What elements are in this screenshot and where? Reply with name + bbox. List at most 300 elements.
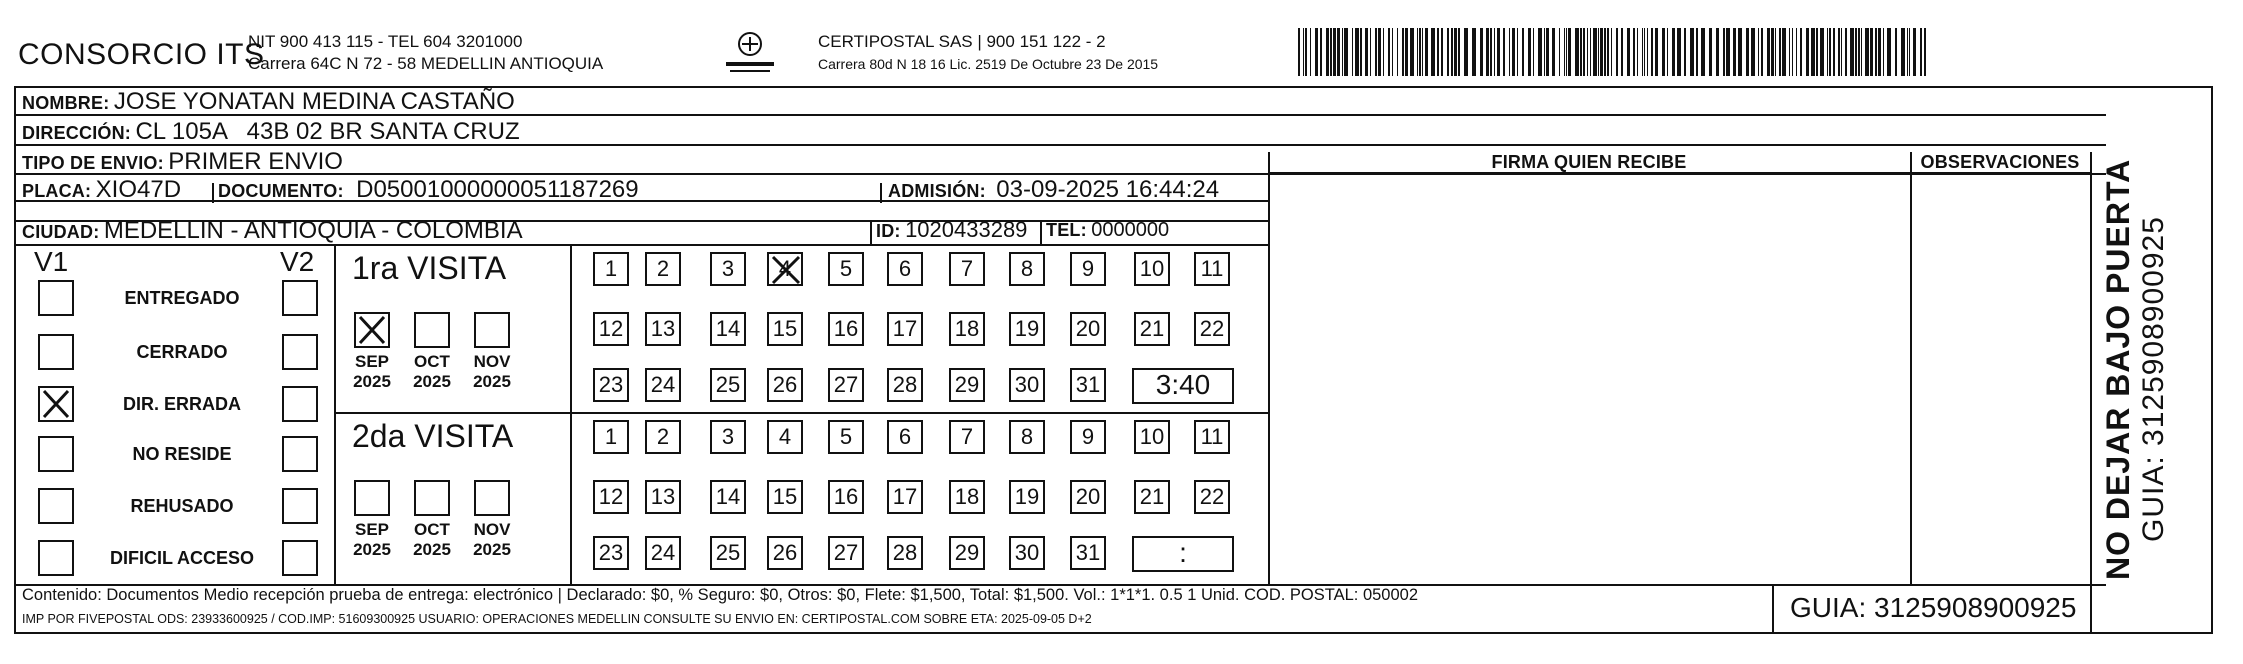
day-number: 21 bbox=[1139, 484, 1165, 509]
day-box-2[interactable] bbox=[645, 252, 681, 286]
barcode-bar bbox=[1621, 28, 1623, 76]
day-number: 1 bbox=[604, 424, 618, 449]
firma-header: FIRMA QUIEN RECIBE bbox=[1491, 152, 1687, 172]
barcode-bar bbox=[1616, 28, 1618, 76]
day-number: 13 bbox=[650, 316, 676, 341]
barcode-bar bbox=[1751, 28, 1755, 76]
barcode-bar bbox=[1419, 28, 1421, 76]
day-number: 2 bbox=[656, 424, 670, 449]
barcode-bar bbox=[1326, 28, 1329, 76]
day-box-6[interactable] bbox=[887, 420, 923, 454]
barcode-bar bbox=[1841, 28, 1842, 76]
barcode-bar bbox=[1315, 28, 1318, 76]
documento-label: DOCUMENTO: bbox=[218, 181, 344, 201]
v2-checkbox[interactable] bbox=[282, 386, 318, 422]
check-x-icon bbox=[769, 254, 803, 286]
barcode-bar bbox=[1410, 28, 1414, 76]
day-box-16[interactable] bbox=[828, 312, 864, 346]
day-box-27[interactable] bbox=[828, 368, 864, 402]
barcode-bar bbox=[1517, 28, 1518, 76]
day-number: 22 bbox=[1199, 484, 1225, 509]
time-box[interactable]: : bbox=[1132, 536, 1234, 572]
month-year: 2025 bbox=[413, 372, 451, 391]
month-label bbox=[344, 520, 400, 560]
month-checkbox-sep[interactable] bbox=[354, 312, 390, 348]
day-number: 26 bbox=[772, 540, 798, 565]
vertical-notice bbox=[2100, 110, 2171, 580]
month-label bbox=[464, 352, 520, 392]
barcode-bar bbox=[1575, 28, 1579, 76]
day-box-19[interactable] bbox=[1009, 312, 1045, 346]
day-number: 31 bbox=[1075, 372, 1101, 397]
barcode-bar bbox=[1490, 28, 1492, 76]
barcode-bar bbox=[1355, 28, 1359, 76]
v1-checkbox[interactable] bbox=[38, 334, 74, 370]
day-number: 19 bbox=[1014, 484, 1040, 509]
day-box-3[interactable] bbox=[710, 252, 746, 286]
barcode-bar bbox=[1761, 28, 1763, 76]
imp-text: IMP POR FIVEPOSTAL ODS: 23933600925 / COD.IMP: 51609300925 USUARIO: OPERACIONES MEDELLIN CONSULTE SU ENVIO EN: CERTIPOSTAL.COM SOBRE ETA: 2025-09-05 D+2 bbox=[22, 612, 1092, 626]
barcode-bar bbox=[1627, 28, 1630, 76]
v2-checkbox[interactable] bbox=[282, 436, 318, 472]
day-box-31[interactable] bbox=[1070, 368, 1106, 402]
id-label: ID: bbox=[876, 221, 901, 241]
day-box-27[interactable] bbox=[828, 536, 864, 570]
month-label bbox=[404, 520, 460, 560]
barcode-bar bbox=[1920, 28, 1922, 76]
ciudad-label: CIUDAD: bbox=[22, 222, 100, 242]
day-box-1[interactable] bbox=[593, 252, 629, 286]
barcode-bar bbox=[1733, 28, 1736, 76]
barcode-bar bbox=[1771, 28, 1774, 76]
barcode-bar bbox=[1458, 28, 1460, 76]
day-number: 14 bbox=[715, 484, 741, 509]
barcode-bar bbox=[1816, 28, 1818, 76]
day-number: 28 bbox=[892, 540, 918, 565]
barcode-bar bbox=[1913, 28, 1916, 76]
barcode-bar bbox=[1850, 28, 1854, 76]
barcode-bar bbox=[1800, 28, 1802, 76]
id-field bbox=[876, 217, 1027, 243]
barcode-bar bbox=[1598, 28, 1599, 76]
barcode-bar bbox=[1587, 28, 1588, 76]
day-box-18[interactable] bbox=[949, 480, 985, 514]
day-number: 2 bbox=[656, 256, 670, 281]
barcode-bar bbox=[1633, 28, 1635, 76]
day-box-10[interactable] bbox=[1134, 420, 1170, 454]
day-number: 14 bbox=[715, 316, 741, 341]
direccion-label: DIRECCIÓN: bbox=[22, 123, 131, 143]
day-box-8[interactable] bbox=[1009, 252, 1045, 286]
barcode-bar bbox=[1437, 28, 1439, 76]
check-x-icon bbox=[40, 388, 72, 420]
barcode-bar bbox=[1662, 28, 1665, 76]
day-box-28[interactable] bbox=[887, 536, 923, 570]
status-label: NO RESIDE bbox=[132, 444, 232, 464]
barcode-bar bbox=[1883, 28, 1884, 76]
month-year: 2025 bbox=[353, 540, 391, 559]
day-box-10[interactable] bbox=[1134, 252, 1170, 286]
placa-value: XIO47D bbox=[95, 176, 182, 203]
barcode-bar bbox=[1604, 28, 1606, 76]
barcode-bar bbox=[1716, 28, 1719, 76]
barcode-bar bbox=[1375, 28, 1377, 76]
day-number: 8 bbox=[1020, 256, 1034, 281]
barcode-bar bbox=[1789, 28, 1790, 76]
day-box-14[interactable] bbox=[710, 312, 746, 346]
contenido-text: Contenido: Documentos Medio recepción prueba de entrega: electrónico | Declarado: $0, % Seguro: $0, Otros: $0, Flete: $1,500, Total: $1,500. Vol.: 1*1*1. 0.5 1 Unid. COD. POSTAL: 050002 bbox=[22, 586, 1419, 604]
barcode-bar bbox=[1365, 28, 1368, 76]
barcode-bar bbox=[1352, 28, 1353, 76]
v1-checkbox[interactable] bbox=[38, 436, 74, 472]
barcode-bar bbox=[1544, 28, 1545, 76]
day-box-24[interactable] bbox=[645, 536, 681, 570]
day-number: 7 bbox=[960, 256, 974, 281]
day-number: 24 bbox=[650, 372, 676, 397]
barcode-bar bbox=[1709, 28, 1712, 76]
barcode-bar bbox=[1861, 28, 1862, 76]
barcode-bar bbox=[1538, 28, 1542, 76]
day-box-16[interactable] bbox=[828, 480, 864, 514]
month-year: 2025 bbox=[473, 540, 511, 559]
firma-area[interactable] bbox=[1270, 174, 1908, 582]
month-name: NOV bbox=[473, 352, 511, 371]
placa-field bbox=[22, 176, 181, 204]
day-box-9[interactable] bbox=[1070, 420, 1106, 454]
tel-label: TEL: bbox=[1046, 220, 1087, 240]
day-number: 19 bbox=[1014, 316, 1040, 341]
day-box-14[interactable] bbox=[710, 480, 746, 514]
address-line: Carrera 64C N 72 - 58 MEDELLIN ANTIOQUIA bbox=[248, 54, 604, 73]
day-number: 1 bbox=[604, 256, 618, 281]
barcode-bar bbox=[1827, 28, 1828, 76]
day-box-13[interactable] bbox=[645, 312, 681, 346]
barcode-bar bbox=[1829, 28, 1831, 76]
barcode-bar bbox=[1320, 28, 1322, 76]
barcode-bar bbox=[1546, 28, 1549, 76]
day-number: 29 bbox=[954, 372, 980, 397]
month-name: NOV bbox=[473, 520, 511, 539]
barcode-bar bbox=[1811, 28, 1815, 76]
day-box-11[interactable] bbox=[1194, 420, 1230, 454]
barcode-bar bbox=[1333, 28, 1336, 76]
day-number: 3 bbox=[721, 256, 735, 281]
barcode-bar bbox=[1451, 28, 1453, 76]
day-number: 16 bbox=[833, 484, 859, 509]
barcode-bar bbox=[1392, 28, 1393, 76]
day-number: 24 bbox=[650, 540, 676, 565]
month-label bbox=[464, 520, 520, 560]
barcode-bar bbox=[1647, 28, 1648, 76]
day-number: 11 bbox=[1200, 424, 1224, 449]
month-year: 2025 bbox=[353, 372, 391, 391]
barcode-bar bbox=[1303, 28, 1304, 76]
barcode-bar bbox=[1580, 28, 1582, 76]
day-number: 17 bbox=[892, 484, 918, 509]
day-box-22[interactable] bbox=[1194, 312, 1230, 346]
barcode-bar bbox=[1383, 28, 1384, 76]
day-number: 18 bbox=[954, 484, 980, 509]
day-box-29[interactable] bbox=[949, 368, 985, 402]
observaciones-area[interactable] bbox=[1912, 174, 2088, 582]
visit2-title: 2da VISITA bbox=[352, 418, 514, 454]
day-number: 3 bbox=[721, 424, 735, 449]
tipo-value: PRIMER ENVIO bbox=[168, 148, 343, 175]
day-number: 30 bbox=[1014, 372, 1040, 397]
barcode-bar bbox=[1833, 28, 1835, 76]
admision-field bbox=[888, 176, 1219, 204]
month-label bbox=[344, 352, 400, 392]
barcode-bar bbox=[1677, 28, 1681, 76]
day-box-20[interactable] bbox=[1070, 480, 1106, 514]
barcode-bar bbox=[1486, 28, 1489, 76]
day-box-3[interactable] bbox=[710, 420, 746, 454]
barcode-bar bbox=[1858, 28, 1860, 76]
barcode-bar bbox=[1344, 28, 1348, 76]
admision-value: 03-09-2025 16:44:24 bbox=[996, 176, 1220, 203]
barcode-bar bbox=[1503, 28, 1505, 76]
day-box-21[interactable] bbox=[1134, 480, 1170, 514]
day-box-9[interactable] bbox=[1070, 252, 1106, 286]
month-checkbox-nov[interactable] bbox=[474, 312, 510, 348]
day-number: 26 bbox=[772, 372, 798, 397]
barcode-bar bbox=[1441, 28, 1443, 76]
status-label: REHUSADO bbox=[130, 496, 234, 516]
tel-value: 0000000 bbox=[1091, 219, 1170, 241]
v2-checkbox[interactable] bbox=[282, 280, 318, 316]
barcode-bar bbox=[1310, 28, 1311, 76]
day-box-30[interactable] bbox=[1009, 536, 1045, 570]
direccion-value: CL 105A 43B 02 BR SANTA CRUZ bbox=[135, 118, 520, 145]
day-number: 18 bbox=[954, 316, 980, 341]
barcode-bar bbox=[1690, 28, 1694, 76]
ciudad-field bbox=[22, 217, 523, 245]
day-box-30[interactable] bbox=[1009, 368, 1045, 402]
day-number: 11 bbox=[1200, 256, 1224, 281]
barcode-bar bbox=[1746, 28, 1749, 76]
day-number: 31 bbox=[1075, 540, 1101, 565]
barcode-bar bbox=[1701, 28, 1705, 76]
barcode-bar bbox=[1878, 28, 1881, 76]
day-box-25[interactable] bbox=[710, 368, 746, 402]
placa-label: PLACA: bbox=[22, 181, 92, 201]
day-number: 27 bbox=[833, 540, 859, 565]
documento-field bbox=[218, 176, 639, 204]
barcode-bar bbox=[1330, 28, 1332, 76]
month-name: OCT bbox=[414, 352, 450, 371]
barcode-bar bbox=[1564, 28, 1565, 76]
documento-value: D05001000000051187269 bbox=[356, 176, 639, 203]
day-number: 10 bbox=[1139, 424, 1165, 449]
barcode-bar bbox=[1397, 28, 1398, 76]
day-box-6[interactable] bbox=[887, 252, 923, 286]
v1-checkbox[interactable] bbox=[38, 488, 74, 524]
barcode-bar bbox=[1667, 28, 1668, 76]
day-box-17[interactable] bbox=[887, 480, 923, 514]
visit1-title: 1ra VISITA bbox=[352, 250, 507, 286]
barcode-bar bbox=[1796, 28, 1797, 76]
day-number: 27 bbox=[833, 372, 859, 397]
barcode-bar bbox=[1522, 28, 1524, 76]
barcode-bar bbox=[1552, 28, 1555, 76]
month-checkbox-oct[interactable] bbox=[414, 480, 450, 516]
day-box-22[interactable] bbox=[1194, 480, 1230, 514]
company-info bbox=[248, 31, 603, 75]
barcode-bar bbox=[1494, 28, 1495, 76]
day-box-15[interactable] bbox=[767, 312, 803, 346]
barcode-bar bbox=[1723, 28, 1725, 76]
day-box-28[interactable] bbox=[887, 368, 923, 402]
v2-checkbox[interactable] bbox=[282, 540, 318, 576]
day-number: 17 bbox=[892, 316, 918, 341]
day-box-4[interactable] bbox=[767, 420, 803, 454]
day-box-29[interactable] bbox=[949, 536, 985, 570]
certipostal-logo-icon bbox=[720, 28, 780, 80]
barcode-bar bbox=[1767, 28, 1770, 76]
day-box-8[interactable] bbox=[1009, 420, 1045, 454]
day-box-24[interactable] bbox=[645, 368, 681, 402]
day-box-20[interactable] bbox=[1070, 312, 1106, 346]
barcode-bar bbox=[1738, 28, 1742, 76]
day-box-26[interactable] bbox=[767, 536, 803, 570]
day-box-12[interactable] bbox=[593, 480, 629, 514]
barcode-bar bbox=[1583, 28, 1585, 76]
barcode-bar bbox=[1472, 28, 1476, 76]
barcode-bar bbox=[1417, 28, 1418, 76]
ciudad-value: MEDELLIN - ANTIOQUIA - COLOMBIA bbox=[103, 217, 523, 244]
day-box-15[interactable] bbox=[767, 480, 803, 514]
day-box-17[interactable] bbox=[887, 312, 923, 346]
barcode-bar bbox=[1559, 28, 1560, 76]
month-checkbox-sep[interactable] bbox=[354, 480, 390, 516]
month-name: SEP bbox=[354, 520, 390, 539]
barcode-bar bbox=[1907, 28, 1908, 76]
barcode-bar bbox=[1887, 28, 1891, 76]
barcode-bar bbox=[1909, 28, 1910, 76]
barcode-bar bbox=[1422, 28, 1423, 76]
barcode-bar bbox=[1607, 28, 1609, 76]
day-number: 15 bbox=[772, 484, 798, 509]
tipo-label: TIPO DE ENVIO: bbox=[22, 153, 164, 173]
day-number: 6 bbox=[898, 424, 912, 449]
month-name: SEP bbox=[354, 352, 390, 371]
day-box-1[interactable] bbox=[593, 420, 629, 454]
barcode-bar bbox=[1378, 28, 1381, 76]
v2-checkbox[interactable] bbox=[282, 334, 318, 370]
v1-checkbox[interactable] bbox=[38, 386, 74, 422]
status-label: DIFICIL ACCESO bbox=[109, 548, 254, 568]
time-box[interactable]: 3:40 bbox=[1132, 368, 1234, 404]
admision-label: ADMISIÓN: bbox=[888, 181, 986, 201]
barcode-bar bbox=[1305, 28, 1307, 76]
footer-guia: GUIA: 3125908900925 bbox=[1790, 592, 2077, 623]
check-x-icon bbox=[356, 314, 388, 346]
day-number: 9 bbox=[1081, 256, 1095, 281]
barcode-bar bbox=[1370, 28, 1371, 76]
day-number: 15 bbox=[772, 316, 798, 341]
day-box-12[interactable] bbox=[593, 312, 629, 346]
month-checkbox-nov[interactable] bbox=[474, 480, 510, 516]
day-number: 25 bbox=[715, 540, 741, 565]
day-number: 16 bbox=[833, 316, 859, 341]
day-box-7[interactable] bbox=[949, 420, 985, 454]
day-box-5[interactable] bbox=[828, 420, 864, 454]
tipo-field bbox=[22, 148, 343, 176]
day-number: 23 bbox=[598, 372, 624, 397]
barcode-bar bbox=[1637, 28, 1638, 76]
barcode-bar bbox=[1845, 28, 1847, 76]
barcode-bar bbox=[1528, 28, 1531, 76]
day-box-5[interactable] bbox=[828, 252, 864, 286]
nit-line: NIT 900 413 115 - TEL 604 3201000 bbox=[248, 32, 523, 51]
day-number: 6 bbox=[898, 256, 912, 281]
vertical-warning: NO DEJAR BAJO PUERTA bbox=[2100, 158, 2136, 580]
barcode-bar bbox=[1901, 28, 1905, 76]
barcode-bar bbox=[1298, 28, 1300, 76]
day-box-2[interactable] bbox=[645, 420, 681, 454]
day-number: 8 bbox=[1020, 424, 1034, 449]
license-line: Carrera 80d N 18 16 Lic. 2519 De Octubre 23 De 2015 bbox=[818, 56, 1159, 72]
day-box-19[interactable] bbox=[1009, 480, 1045, 514]
day-box-31[interactable] bbox=[1070, 536, 1106, 570]
v1-checkbox[interactable] bbox=[38, 280, 74, 316]
barcode-bar bbox=[1651, 28, 1653, 76]
day-number: 13 bbox=[650, 484, 676, 509]
barcode-image bbox=[1298, 28, 1930, 76]
day-box-18[interactable] bbox=[949, 312, 985, 346]
barcode-bar bbox=[1875, 28, 1877, 76]
day-number: 28 bbox=[892, 372, 918, 397]
nombre-value: JOSE YONATAN MEDINA CASTAÑO bbox=[113, 88, 515, 115]
id-value: 1020433289 bbox=[905, 217, 1028, 242]
barcode-bar bbox=[1642, 28, 1643, 76]
day-box-7[interactable] bbox=[949, 252, 985, 286]
barcode-bar bbox=[1431, 28, 1435, 76]
day-number: 20 bbox=[1075, 316, 1101, 341]
day-box-23[interactable] bbox=[593, 368, 629, 402]
barcode-bar bbox=[1820, 28, 1824, 76]
barcode-bar bbox=[1509, 28, 1510, 76]
barcode-bar bbox=[1806, 28, 1809, 76]
day-number: 12 bbox=[598, 484, 624, 509]
day-box-25[interactable] bbox=[710, 536, 746, 570]
day-box-11[interactable] bbox=[1194, 252, 1230, 286]
day-box-21[interactable] bbox=[1134, 312, 1170, 346]
barcode-bar bbox=[1447, 28, 1449, 76]
day-number: 5 bbox=[839, 256, 853, 281]
barcode-bar bbox=[1425, 28, 1428, 76]
barcode-bar bbox=[1402, 28, 1404, 76]
day-box-13[interactable] bbox=[645, 480, 681, 514]
day-box-26[interactable] bbox=[767, 368, 803, 402]
nombre-label: NOMBRE: bbox=[22, 93, 110, 113]
month-checkbox-oct[interactable] bbox=[414, 312, 450, 348]
day-box-23[interactable] bbox=[593, 536, 629, 570]
barcode-bar bbox=[1696, 28, 1698, 76]
status-label: DIR. ERRADA bbox=[122, 394, 241, 414]
nombre-field bbox=[22, 88, 515, 116]
brand-name: CONSORCIO ITS bbox=[18, 38, 265, 71]
barcode-bar bbox=[1865, 28, 1869, 76]
v1-checkbox[interactable] bbox=[38, 540, 74, 576]
v1-header: V1 bbox=[34, 246, 69, 277]
v2-checkbox[interactable] bbox=[282, 488, 318, 524]
barcode-bar bbox=[1568, 28, 1571, 76]
day-box-4[interactable] bbox=[767, 252, 803, 286]
barcode-bar bbox=[1870, 28, 1873, 76]
barcode-bar bbox=[1775, 28, 1776, 76]
barcode-bar bbox=[1533, 28, 1534, 76]
